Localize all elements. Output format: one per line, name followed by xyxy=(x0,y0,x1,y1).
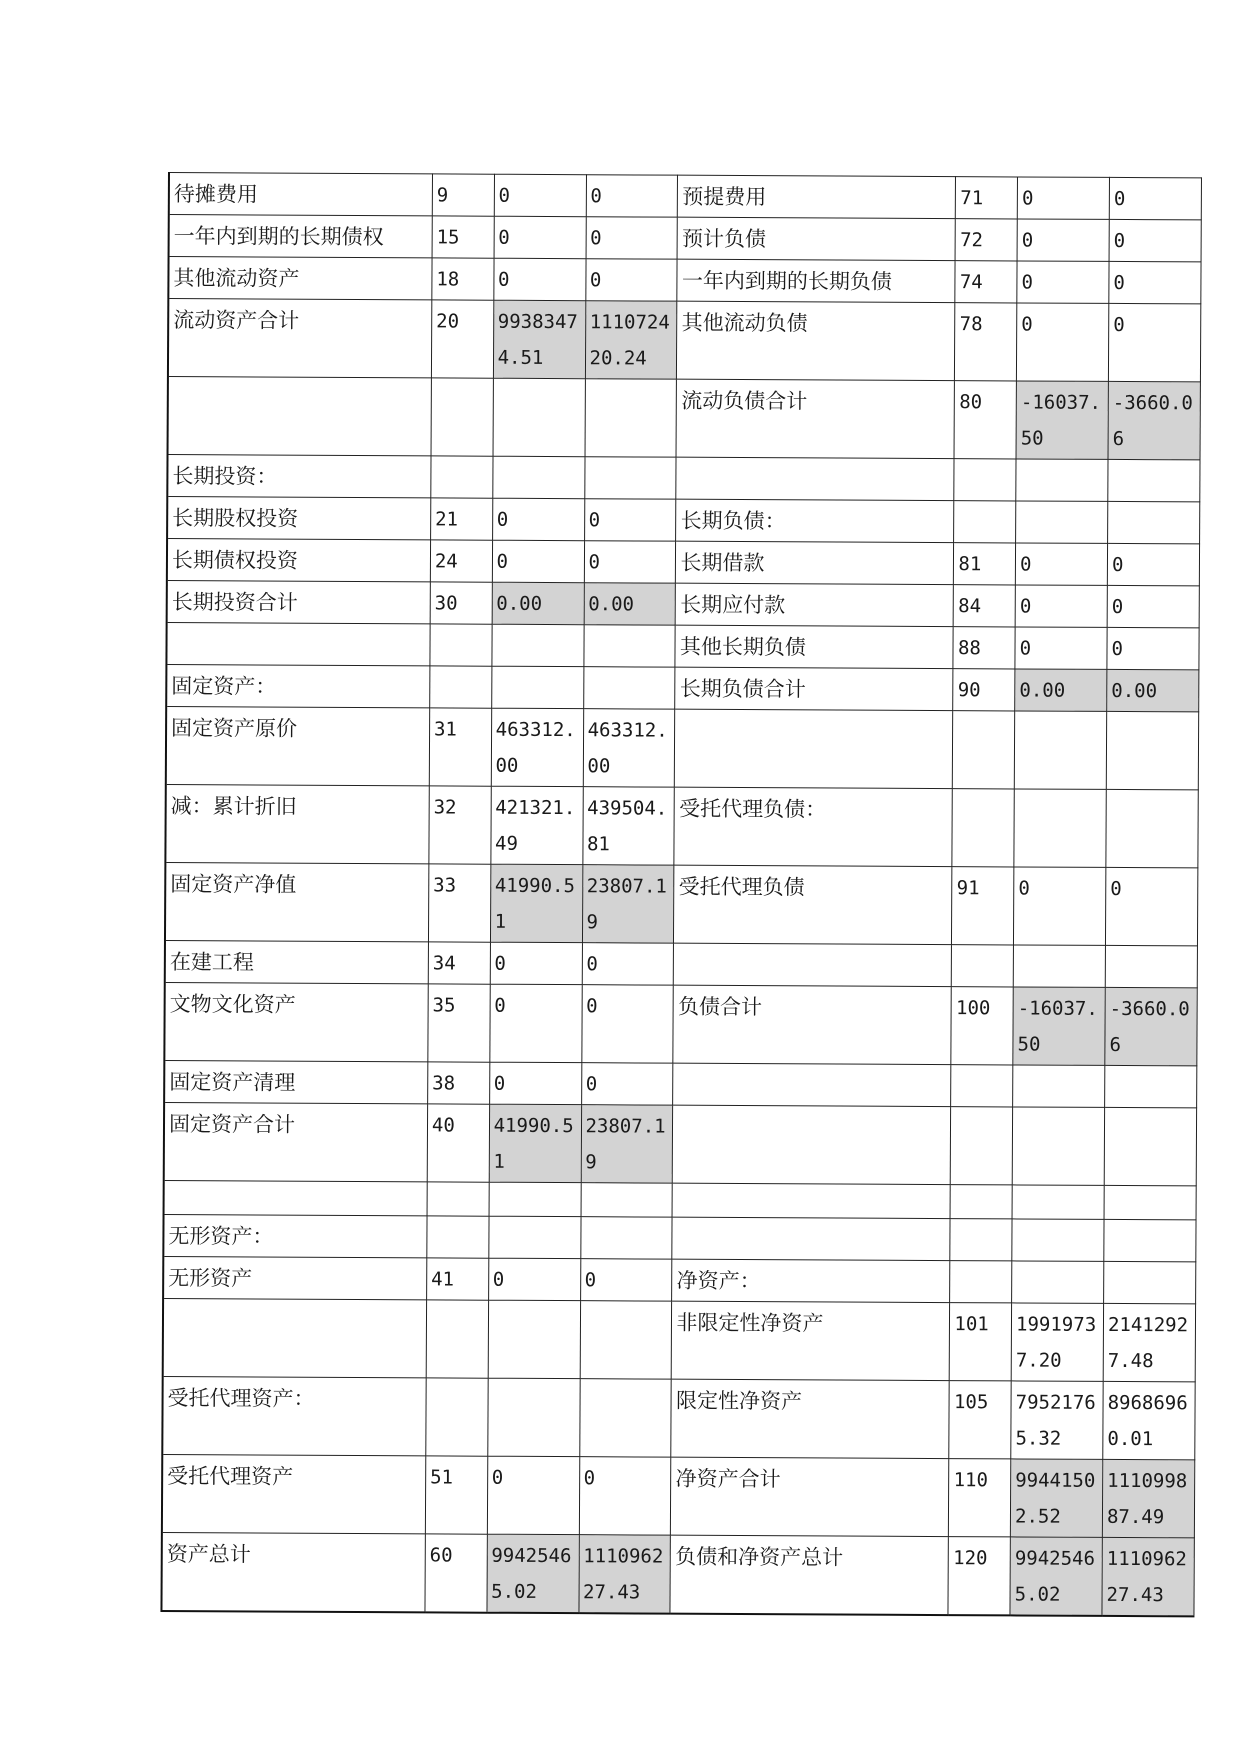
liability-closing-value: 0 xyxy=(1109,177,1201,219)
liability-line-number: 110 xyxy=(949,1459,1011,1537)
liability-opening-value: 0 xyxy=(1017,261,1109,303)
table-row xyxy=(167,497,1200,544)
liability-line-number xyxy=(951,1107,1013,1185)
table-row xyxy=(161,1532,1194,1616)
asset-line-number: 33 xyxy=(428,864,490,942)
liability-opening-value: 0 xyxy=(1015,627,1107,669)
asset-opening-value: 0 xyxy=(489,1062,581,1104)
liability-closing-value xyxy=(1105,945,1197,987)
asset-closing-value xyxy=(584,457,676,499)
liability-opening-value: 0 xyxy=(1017,219,1109,261)
liability-item-label xyxy=(672,1217,950,1260)
table-row xyxy=(163,1256,1196,1303)
liability-opening-value: 0 xyxy=(1015,543,1107,585)
liability-opening-value xyxy=(1014,711,1106,789)
asset-line-number: 20 xyxy=(431,300,493,378)
asset-opening-value xyxy=(487,1378,579,1456)
asset-line-number: 18 xyxy=(432,258,494,300)
asset-item-label: 在建工程 xyxy=(165,940,429,983)
liability-closing-value: 0 xyxy=(1105,867,1197,945)
table-row xyxy=(167,455,1200,502)
liability-line-number xyxy=(951,1065,1013,1107)
asset-opening-value xyxy=(491,666,583,708)
table-row xyxy=(165,784,1198,867)
liability-closing-value: 21412927.48 xyxy=(1103,1303,1195,1381)
asset-closing-value xyxy=(580,1301,672,1379)
asset-line-number: 31 xyxy=(429,708,491,786)
asset-opening-value: 0 xyxy=(493,258,585,300)
asset-line-number: 24 xyxy=(430,540,492,582)
liability-line-number: 81 xyxy=(954,543,1016,585)
liability-line-number: 88 xyxy=(953,627,1015,669)
liability-item-label: 长期应付款 xyxy=(676,583,954,626)
liability-closing-value xyxy=(1104,1261,1196,1303)
liability-closing-value: 0 xyxy=(1107,627,1199,669)
liability-closing-value: 0 xyxy=(1109,219,1201,261)
asset-item-label: 长期投资： xyxy=(167,455,431,498)
asset-item-label: 受托代理资产： xyxy=(162,1376,426,1455)
liability-closing-value xyxy=(1105,1065,1197,1107)
liability-item-label: 非限定性净资产 xyxy=(672,1301,950,1380)
liability-line-number: 105 xyxy=(949,1381,1011,1459)
asset-opening-value: 41990.51 xyxy=(489,1104,581,1182)
table-row xyxy=(163,1298,1196,1381)
liability-opening-value: 0 xyxy=(1015,585,1107,627)
asset-opening-value xyxy=(489,1182,581,1216)
liability-closing-value: 0 xyxy=(1107,585,1199,627)
liability-item-label xyxy=(673,1105,951,1184)
asset-closing-value xyxy=(583,667,675,709)
liability-item-label: 长期借款 xyxy=(676,541,954,584)
asset-closing-value: 0 xyxy=(584,499,676,541)
liability-item-label xyxy=(676,457,954,500)
liability-line-number: 78 xyxy=(955,303,1017,381)
liability-line-number: 91 xyxy=(952,867,1014,945)
liability-line-number xyxy=(950,1185,1012,1219)
liability-item-label: 长期负债合计 xyxy=(675,667,953,710)
asset-item-label: 受托代理资产 xyxy=(162,1454,426,1533)
asset-item-label: 文物文化资产 xyxy=(164,982,428,1061)
liability-opening-value xyxy=(1016,459,1108,501)
asset-line-number xyxy=(430,624,492,666)
liability-item-label: 其他流动负债 xyxy=(677,301,955,380)
asset-closing-value: 0.00 xyxy=(584,583,676,625)
asset-opening-value: 0 xyxy=(487,1456,579,1534)
table-row xyxy=(164,1060,1197,1107)
asset-item-label: 固定资产原价 xyxy=(166,706,430,785)
liability-opening-value: 0 xyxy=(1017,177,1109,219)
liability-line-number: 71 xyxy=(956,177,1018,219)
liability-line-number xyxy=(953,711,1015,789)
asset-item-label: 固定资产合计 xyxy=(164,1102,428,1181)
liability-closing-value xyxy=(1106,711,1198,789)
liability-item-label: 一年内到期的长期负债 xyxy=(677,259,955,302)
asset-closing-value xyxy=(581,1183,673,1217)
liability-closing-value: 0.00 xyxy=(1107,669,1199,711)
liability-item-label: 受托代理负债： xyxy=(674,787,952,866)
asset-item-label xyxy=(164,1180,428,1215)
asset-opening-value: 0 xyxy=(489,984,581,1062)
asset-closing-value: 111096227.43 xyxy=(578,1535,670,1614)
liability-closing-value: 111099887.49 xyxy=(1102,1459,1194,1537)
liability-closing-value xyxy=(1108,501,1200,543)
liability-item-label: 其他长期负债 xyxy=(675,625,953,668)
liability-line-number: 84 xyxy=(954,585,1016,627)
liability-item-label: 预计负债 xyxy=(677,217,955,260)
liability-opening-value: 99441502.52 xyxy=(1010,1459,1102,1537)
liability-line-number xyxy=(954,501,1016,543)
liability-item-label xyxy=(675,709,953,788)
asset-closing-value: 111072420.24 xyxy=(585,301,677,379)
liability-opening-value xyxy=(1012,1107,1104,1185)
asset-item-label: 减：累计折旧 xyxy=(165,784,429,863)
asset-line-number xyxy=(426,1300,488,1378)
liability-opening-value xyxy=(1012,1185,1104,1219)
liability-line-number xyxy=(952,789,1014,867)
asset-opening-value: 0.00 xyxy=(492,582,584,624)
liability-closing-value: -3660.06 xyxy=(1105,987,1197,1065)
liability-item-label: 净资产： xyxy=(672,1259,950,1302)
asset-line-number: 9 xyxy=(432,174,494,216)
asset-closing-value: 0 xyxy=(581,985,673,1063)
balance-sheet-table xyxy=(160,172,1202,1617)
liability-closing-value xyxy=(1106,789,1198,867)
asset-line-number: 32 xyxy=(429,786,491,864)
liability-opening-value: 0 xyxy=(1014,867,1106,945)
liability-closing-value xyxy=(1104,1219,1196,1261)
table-row xyxy=(162,1376,1195,1459)
asset-line-number xyxy=(431,456,493,498)
asset-item-label: 固定资产净值 xyxy=(165,862,429,941)
liability-opening-value xyxy=(1016,501,1108,543)
table-row xyxy=(166,706,1199,789)
asset-opening-value: 99425465.02 xyxy=(487,1534,579,1613)
asset-opening-value xyxy=(488,1216,580,1258)
liability-opening-value: -16037.50 xyxy=(1016,381,1108,459)
liability-item-label: 流动负债合计 xyxy=(676,379,954,458)
table-row xyxy=(164,982,1197,1065)
table-row xyxy=(169,215,1202,262)
table-row xyxy=(162,1454,1195,1537)
asset-opening-value: 41990.51 xyxy=(490,864,582,942)
liability-closing-value xyxy=(1108,459,1200,501)
liability-line-number xyxy=(952,945,1014,987)
asset-opening-value: 0 xyxy=(492,498,584,540)
asset-closing-value: 0 xyxy=(579,1457,671,1535)
liability-opening-value xyxy=(1012,1261,1104,1303)
asset-item-label: 长期投资合计 xyxy=(167,580,431,623)
liability-opening-value: 0.00 xyxy=(1015,669,1107,711)
asset-closing-value: 0 xyxy=(586,175,678,217)
liability-line-number: 74 xyxy=(955,261,1017,303)
asset-line-number: 34 xyxy=(428,942,490,984)
asset-closing-value: 463312.00 xyxy=(583,709,675,787)
liability-line-number: 100 xyxy=(951,987,1013,1065)
asset-item-label xyxy=(166,622,430,665)
asset-closing-value xyxy=(583,625,675,667)
liability-line-number: 90 xyxy=(953,669,1015,711)
asset-opening-value xyxy=(492,456,584,498)
table-row xyxy=(164,1102,1197,1185)
asset-line-number xyxy=(427,1182,489,1216)
liability-item-label: 净资产合计 xyxy=(671,1457,949,1536)
asset-item-label: 固定资产： xyxy=(166,664,430,707)
table-row xyxy=(164,1180,1197,1219)
table-row xyxy=(165,940,1198,987)
asset-opening-value: 421321.49 xyxy=(490,786,582,864)
asset-line-number: 21 xyxy=(431,498,493,540)
table-row xyxy=(168,377,1201,460)
asset-item-label: 一年内到期的长期债权 xyxy=(169,215,433,258)
table-row xyxy=(163,1214,1196,1261)
asset-opening-value: 463312.00 xyxy=(491,708,583,786)
asset-line-number xyxy=(430,666,492,708)
asset-item-label: 无形资产： xyxy=(163,1214,427,1257)
table-row xyxy=(168,257,1201,304)
asset-line-number xyxy=(426,1378,488,1456)
asset-opening-value: 0 xyxy=(494,174,586,216)
asset-item-label: 固定资产清理 xyxy=(164,1060,428,1103)
asset-line-number: 15 xyxy=(432,216,494,258)
liability-opening-value xyxy=(1012,1219,1104,1261)
asset-item-label: 无形资产 xyxy=(163,1256,427,1299)
liability-item-label: 负债合计 xyxy=(673,985,951,1064)
table-row xyxy=(169,173,1202,220)
table-row xyxy=(166,622,1199,669)
asset-closing-value: 0 xyxy=(581,1063,673,1105)
liability-opening-value: 0 xyxy=(1017,303,1109,381)
asset-item-label: 流动资产合计 xyxy=(168,299,432,378)
liability-line-number: 80 xyxy=(954,381,1016,459)
asset-closing-value: 0 xyxy=(582,943,674,985)
asset-closing-value: 0 xyxy=(580,1259,672,1301)
liability-line-number: 120 xyxy=(948,1537,1010,1616)
liability-closing-value xyxy=(1104,1107,1196,1185)
liability-line-number: 101 xyxy=(950,1303,1012,1381)
table-row xyxy=(165,862,1198,945)
liability-item-label xyxy=(672,1183,950,1218)
table-row xyxy=(167,539,1200,586)
table-row xyxy=(168,299,1201,382)
asset-line-number: 60 xyxy=(425,1534,487,1613)
asset-item-label: 长期债权投资 xyxy=(167,539,431,582)
asset-opening-value xyxy=(492,624,584,666)
liability-item-label: 预提费用 xyxy=(678,175,956,218)
liability-closing-value: 0 xyxy=(1108,303,1200,381)
asset-closing-value xyxy=(579,1379,671,1457)
asset-opening-value: 0 xyxy=(488,1258,580,1300)
asset-opening-value: 0 xyxy=(494,216,586,258)
asset-item-label xyxy=(163,1298,427,1377)
asset-closing-value: 23807.19 xyxy=(581,1105,673,1183)
asset-closing-value: 0 xyxy=(585,259,677,301)
asset-item-label xyxy=(168,377,432,456)
liability-closing-value: 111096227.43 xyxy=(1102,1537,1194,1616)
asset-closing-value: 0 xyxy=(584,541,676,583)
asset-closing-value: 0 xyxy=(586,217,678,259)
asset-opening-value xyxy=(493,378,585,456)
asset-line-number: 30 xyxy=(430,582,492,624)
asset-opening-value: 0 xyxy=(492,540,584,582)
liability-item-label: 负债和净资产总计 xyxy=(670,1535,948,1615)
liability-opening-value xyxy=(1013,945,1105,987)
liability-item-label: 长期负债： xyxy=(676,499,954,542)
liability-closing-value xyxy=(1104,1185,1196,1219)
liability-item-label: 限定性净资产 xyxy=(671,1379,949,1458)
liability-item-label xyxy=(674,943,952,986)
asset-opening-value: 0 xyxy=(490,942,582,984)
liability-opening-value: 19919737.20 xyxy=(1011,1303,1103,1381)
liability-opening-value xyxy=(1013,1065,1105,1107)
asset-closing-value xyxy=(585,379,677,457)
asset-item-label: 长期股权投资 xyxy=(167,497,431,540)
asset-opening-value xyxy=(488,1300,580,1378)
liability-opening-value: 79521765.32 xyxy=(1011,1381,1103,1459)
liability-line-number xyxy=(950,1261,1012,1303)
asset-line-number: 38 xyxy=(428,1062,490,1104)
liability-closing-value: -3660.06 xyxy=(1108,381,1200,459)
liability-closing-value: 89686960.01 xyxy=(1103,1381,1195,1459)
liability-line-number xyxy=(950,1219,1012,1261)
asset-item-label: 资产总计 xyxy=(161,1532,425,1612)
asset-line-number: 41 xyxy=(427,1258,489,1300)
asset-closing-value: 23807.19 xyxy=(582,865,674,943)
table-row xyxy=(166,664,1199,711)
liability-item-label xyxy=(673,1063,951,1106)
asset-item-label: 待摊费用 xyxy=(169,173,433,216)
asset-line-number xyxy=(427,1216,489,1258)
table-row xyxy=(167,580,1200,627)
liability-opening-value: -16037.50 xyxy=(1013,987,1105,1065)
liability-opening-value: 99425465.02 xyxy=(1010,1537,1102,1616)
asset-closing-value: 439504.81 xyxy=(582,787,674,865)
balance-sheet xyxy=(161,172,1202,1607)
asset-line-number: 51 xyxy=(425,1456,487,1534)
asset-line-number xyxy=(431,378,493,456)
liability-opening-value xyxy=(1014,789,1106,867)
liability-closing-value: 0 xyxy=(1107,543,1199,585)
liability-line-number xyxy=(954,459,1016,501)
asset-closing-value xyxy=(580,1217,672,1259)
asset-item-label: 其他流动资产 xyxy=(168,257,432,300)
liability-item-label: 受托代理负债 xyxy=(674,865,952,944)
asset-opening-value: 99383474.51 xyxy=(493,300,585,378)
asset-line-number: 35 xyxy=(428,984,490,1062)
asset-line-number: 40 xyxy=(427,1104,489,1182)
liability-line-number: 72 xyxy=(955,219,1017,261)
liability-closing-value: 0 xyxy=(1109,261,1201,303)
